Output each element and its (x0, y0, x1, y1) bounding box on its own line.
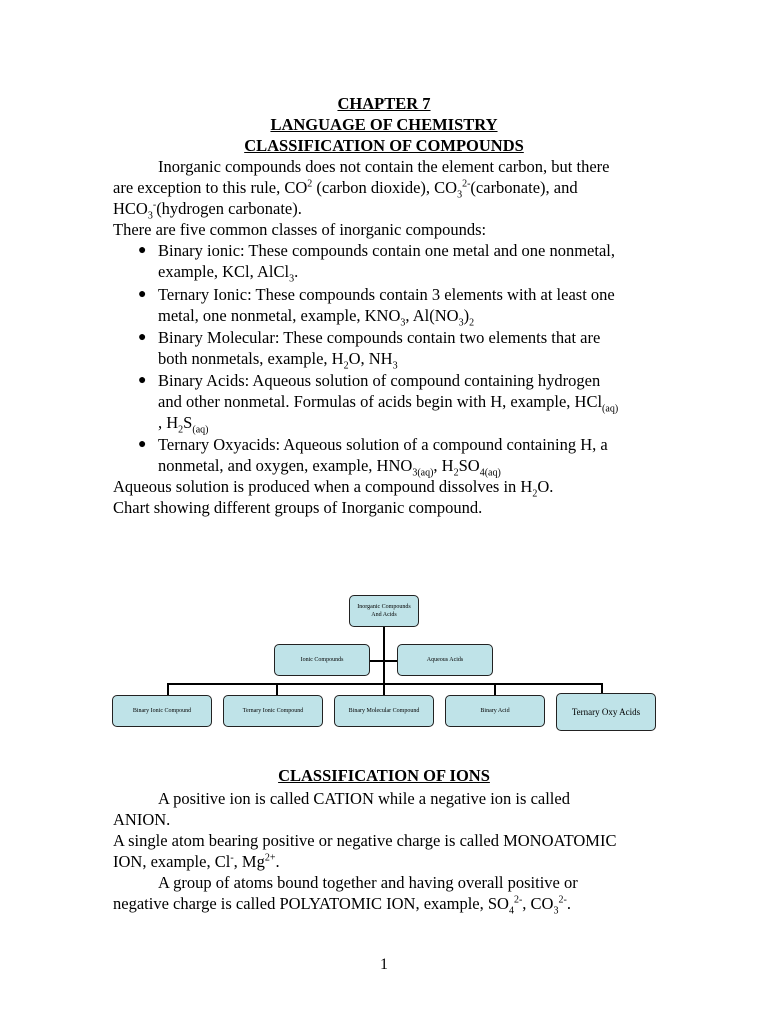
intro-line-2: are exception to this rule, $CO^2$ (carbon dioxide), $CO_3^{2-}(carbonate)$, and (113, 178, 578, 201)
class-binary-molecular-line-1: Binary Molecular: These compounds contain two elements that are (158, 328, 601, 347)
aqueous-note: Aqueous solution is produced when a compound dissolves in $H_2O$. (113, 477, 554, 500)
node-binary-molecular: Binary Molecular Compound (334, 695, 434, 727)
bullet-icon: ● (138, 373, 147, 388)
ions-para-1-line-1: A positive ion is called CATION while a negative ion is called (158, 789, 570, 808)
intro-line-4: There are five common classes of inorganic compounds: (113, 220, 487, 239)
section-title: CLASSIFICATION OF COMPOUNDS (244, 136, 524, 155)
intro-line-1: Inorganic compounds does not contain the element carbon, but there (158, 157, 610, 176)
class-binary-molecular-line-2: both nonmetals, example, $H_2O$, $NH_3$ (158, 349, 398, 372)
bullet-icon: ● (138, 243, 147, 258)
chapter-title: LANGUAGE OF CHEMISTRY (270, 115, 498, 134)
chapter-number: CHAPTER 7 (337, 94, 431, 113)
class-ternary-ionic-line-2: metal, one nonmetal, example, $KNO_3$, $Al(NO_3)_2$ (158, 306, 475, 329)
chart-caption: Chart showing different groups of Inorganic compound. (113, 498, 483, 517)
connector-drop (276, 683, 278, 695)
class-ternary-ionic-line-1: Ternary Ionic: These compounds contain 3 elements with at least one (158, 285, 615, 304)
page-number: 1 (380, 956, 388, 973)
connector-drop (167, 683, 169, 695)
node-ternary-ionic: Ternary Ionic Compound (223, 695, 323, 727)
intro-line-3: $HCO_3^-(hydrogen$ carbonate). (113, 199, 302, 222)
node-ternary-oxy-acids: Ternary Oxy Acids (556, 693, 656, 731)
connector-vertical (383, 627, 385, 685)
bullet-icon: ● (138, 287, 147, 302)
bullet-icon: ● (138, 437, 147, 452)
class-ternary-oxyacids-line-1: Ternary Oxyacids: Aqueous solution of a compound containing H, a (158, 435, 608, 454)
ions-para-3-line-2: negative charge is called POLYATOMIC ION, example, $SO_4^{2-}$, $CO_3^{2-}$. (113, 894, 571, 917)
class-binary-ionic-line-2: example, KCl, AlCl$_3$. (158, 262, 299, 285)
ions-para-2-line-2: ION, example, Cl-, $Mg^{2+}$. (113, 852, 280, 871)
class-binary-acids-line-2: and other nonmetal. Formulas of acids begin with H, example, HCl$_{(aq)}$ (158, 392, 619, 415)
ions-heading: CLASSIFICATION OF IONS (278, 766, 490, 785)
classification-diagram (0, 585, 768, 745)
ions-para-3-line-1: A group of atoms bound together and having overall positive or (158, 873, 578, 892)
node-aqueous-acids: Aqueous Acids (397, 644, 493, 676)
node-binary-acid: Binary Acid (445, 695, 545, 727)
class-ternary-oxyacids-line-2: nonmetal, and oxygen, example, $HNO_{3(aq)}$, $H_2SO_{4(aq)}$ (158, 456, 501, 479)
node-root: Inorganic Compounds And Acids (349, 595, 419, 627)
ions-para-1-line-2: ANION. (113, 810, 171, 829)
bullet-icon: ● (138, 330, 147, 345)
class-binary-ionic-line-1: Binary ionic: These compounds contain one metal and one nonmetal, (158, 241, 615, 260)
connector-level2 (167, 683, 603, 685)
connector-drop (383, 683, 385, 695)
connector-drop (494, 683, 496, 695)
ions-para-2-line-1: A single atom bearing positive or negative charge is called MONOATOMIC (113, 831, 617, 850)
node-binary-ionic: Binary Ionic Compound (112, 695, 212, 727)
node-ionic-compounds: Ionic Compounds (274, 644, 370, 676)
class-binary-acids-line-1: Binary Acids: Aqueous solution of compound containing hydrogen (158, 371, 601, 390)
class-binary-acids-line-3: , $H_2S_{(aq)}$ (158, 413, 209, 436)
